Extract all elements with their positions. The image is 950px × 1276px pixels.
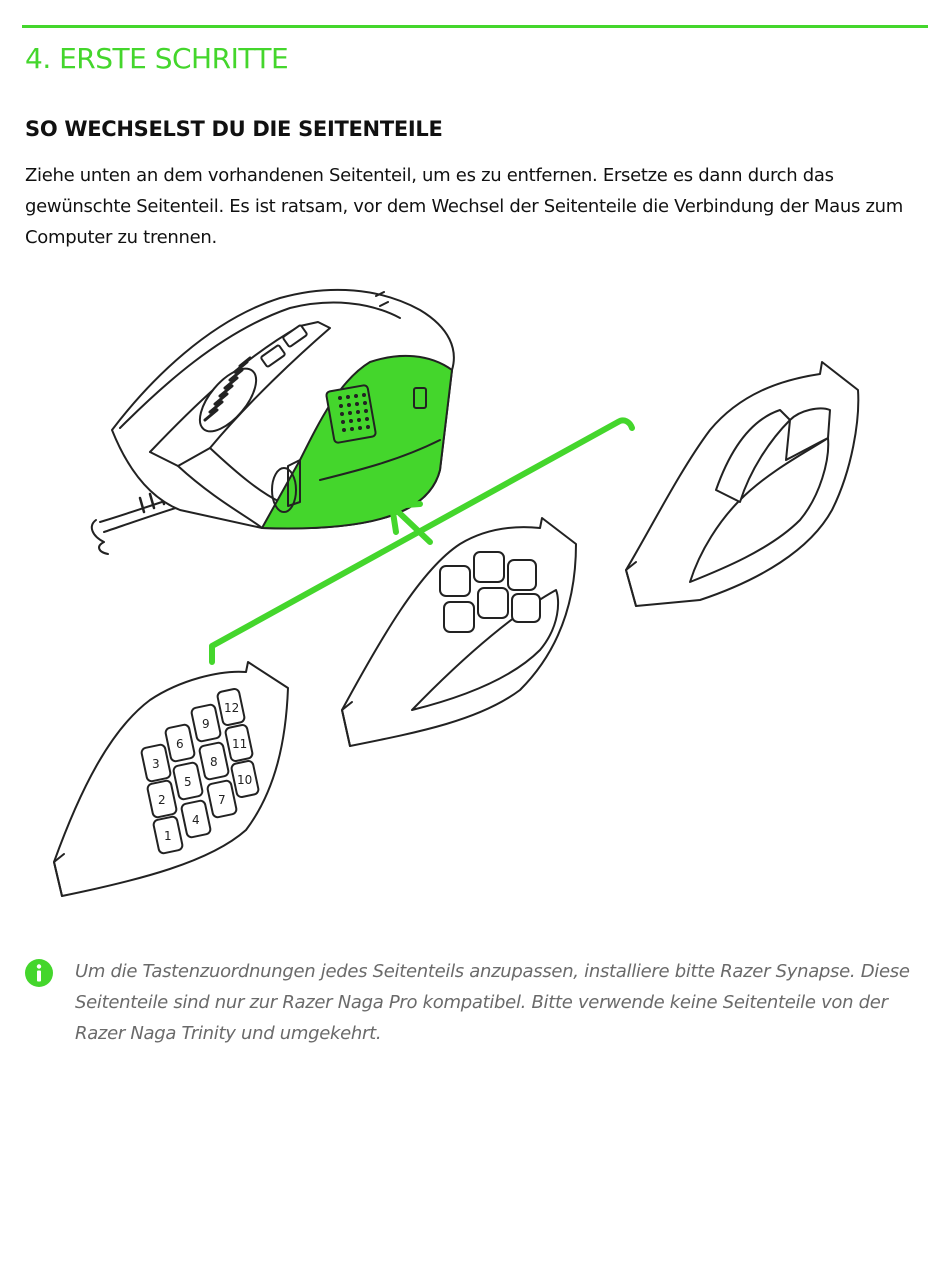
button-number: 2 <box>158 793 166 807</box>
button-number: 8 <box>210 755 218 769</box>
button-number: 3 <box>152 757 160 771</box>
button-number: 7 <box>218 793 226 807</box>
button-number: 4 <box>192 813 200 827</box>
button-number: 9 <box>202 717 210 731</box>
side-plate-twelve-button <box>54 662 288 896</box>
button-number: 11 <box>232 737 248 751</box>
button-number: 12 <box>224 701 240 715</box>
button-number: 10 <box>237 773 253 787</box>
button-number: 6 <box>176 737 184 751</box>
page-heading: SO WECHSELST DU DIE SEITENTEILE <box>25 117 443 141</box>
info-icon <box>25 959 53 987</box>
instruction-paragraph: Ziehe unten an dem vorhandenen Seitenteil, um es zu entfernen. Ersetze es dann durch das gewünschte Seitenteil. Es ist ratsam, vor dem Wechsel der Seitenteile die Verbindung der Maus zum Computer zu trennen. <box>25 165 903 248</box>
info-note-text: Um die Tastenzuordnungen jedes Seitenteils anzupassen, installiere bitte Razer Synapse. Diese Seitenteile sind nur zur Razer Naga Pro kompatibel. Bitte verwende keine Seitenteile von der Razer Naga Trinity und umgekehrt. <box>75 961 910 1044</box>
section-title: 4. ERSTE SCHRITTE <box>25 42 289 75</box>
button-number: 1 <box>164 829 172 843</box>
side-plate-two-button <box>626 362 858 606</box>
button-number: 5 <box>184 775 192 789</box>
top-divider <box>22 25 928 28</box>
side-plate-illustration <box>0 270 950 910</box>
